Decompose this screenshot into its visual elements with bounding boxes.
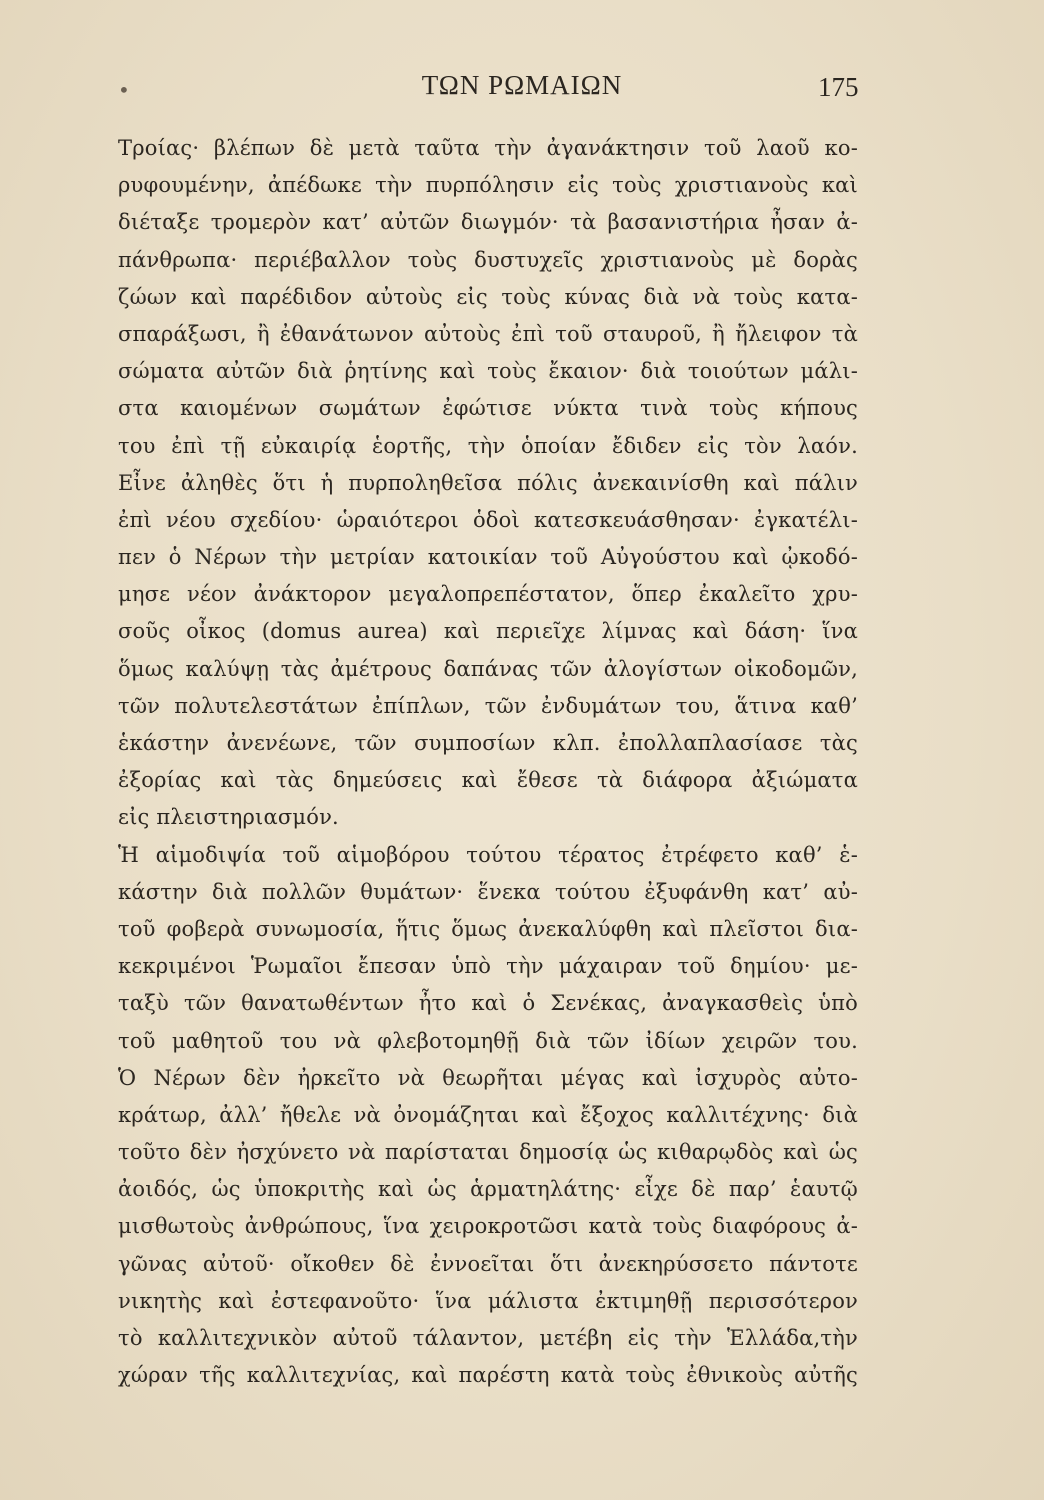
body-text [118,130,858,1394]
text-line: διέταξε τρομερὸν κατ’ αὐτῶν διωγμόν· τὰ βασανιστήρια ἦσαν ἀ- [118,210,858,235]
text-line: ἀοιδός, ὡς ὑποκριτὴς καὶ ὡς ἁρματηλάτης· εἶχε δὲ παρ’ ἑαυτῷ [118,1177,858,1202]
text-line: κεκριμένοι Ῥωμαῖοι ἔπεσαν ὑπὸ τὴν μάχαιραν τοῦ δημίου· με- [118,954,858,979]
text-line: κράτωρ, ἀλλ’ ἤθελε νὰ ὀνομάζηται καὶ ἔξοχος καλλιτέχνης· διὰ [118,1102,858,1127]
text-line: νικητὴς καὶ ἐστεφανοῦτο· ἵνα μάλιστα ἐκτιμηθῇ περισσότερον [118,1288,858,1313]
text-line: πάνθρωπα· περιέβαλλον τοὺς δυστυχεῖς χριστιανοὺς μὲ δορὰς [118,247,858,272]
text-line: ταξὺ τῶν θανατωθέντων ἦτο καὶ ὁ Σενέκας, ἀναγκασθεὶς ὑπὸ [118,991,858,1016]
text-line: τῶν πολυτελεστάτων ἐπίπλων, τῶν ἐνδυμάτων του, ἅτινα καθ’ [118,693,858,718]
page-header [0,70,1044,110]
text-line: σοῦς οἶκος (domus aurea) καὶ περιεῖχε λίμνας καὶ δάση· ἵνα [118,619,858,644]
text-line: μησε νέον ἀνάκτορον μεγαλοπρεπέστατον, ὅπερ ἐκαλεῖτο χρυ- [118,582,858,607]
text-line: τοῦ φοβερὰ συνωμοσία, ἥτις ὅμως ἀνεκαλύφθη καὶ πλεῖστοι δια- [118,916,858,941]
text-line: ρυφουμένην, ἀπέδωκε τὴν πυρπόλησιν εἰς τοὺς χριστιανοὺς καὶ [118,173,858,198]
text-line: ὅμως καλύψῃ τὰς ἀμέτρους δαπάνας τῶν ἀλογίστων οἰκοδομῶν, [118,656,858,681]
text-line: στα καιομένων σωμάτων ἐφώτισε νύκτα τινὰ τοὺς κήπους [118,396,858,421]
text-line: ζώων καὶ παρέδιδον αὐτοὺς εἰς τοὺς κύνας διὰ νὰ τοὺς κατα- [118,284,858,309]
stray-mark: • [118,78,130,102]
running-title: ΤΩΝ ΡΩΜΑΙΩΝ [421,70,623,100]
text-line: τοῦ μαθητοῦ του νὰ φλεβοτομηθῇ διὰ τῶν ἰδίων χειρῶν του. [118,1028,858,1053]
text-line: γῶνας αὐτοῦ· οἴκοθεν δὲ ἐννοεῖται ὅτι ἀνεκηρύσσετο πάντοτε [118,1251,858,1276]
text-line: σώματα αὐτῶν διὰ ῥητίνης καὶ τοὺς ἔκαιον· διὰ τοιούτων μάλι- [118,359,858,384]
text-line: εἰς πλειστηριασμόν. [118,805,339,830]
text-line: πεν ὁ Νέρων τὴν μετρίαν κατοικίαν τοῦ Αὐγούστου καὶ ᾠκοδό- [118,545,858,570]
text-line: τοῦτο δὲν ἠσχύνετο νὰ παρίσταται δημοσίᾳ ὡς κιθαρῳδὸς καὶ ὡς [118,1140,858,1165]
page-number: 175 [818,72,859,102]
text-line: ἐπὶ νέου σχεδίου· ὡραιότεροι ὁδοὶ κατεσκευάσθησαν· ἐγκατέλι- [118,507,858,532]
text-line: μισθωτοὺς ἀνθρώπους, ἵνα χειροκροτῶσι κατὰ τοὺς διαφόρους ἀ- [118,1214,858,1239]
text-line: Εἶνε ἀληθὲς ὅτι ἡ πυρποληθεῖσα πόλις ἀνεκαινίσθη καὶ πάλιν [118,470,858,495]
text-line: Ὁ Νέρων δὲν ἠρκεῖτο νὰ θεωρῆται μέγας καὶ ἰσχυρὸς αὐτο- [118,1065,858,1090]
text-line: ἐξορίας καὶ τὰς δημεύσεις καὶ ἔθεσε τὰ διάφορα ἀξιώματα [118,768,858,793]
text-line: ἑκάστην ἀνενέωνε, τῶν συμποσίων κλπ. ἐπολλαπλασίασε τὰς [118,731,858,755]
text-line: Ἡ αἱμοδιψία τοῦ αἱμοβόρου τούτου τέρατος ἐτρέφετο καθ’ ἑ- [118,842,858,867]
text-line: τὸ καλλιτεχνικὸν αὐτοῦ τάλαντον, μετέβη εἰς τὴν Ἑλλάδα,τὴν [118,1326,858,1350]
text-line: Τροίας· βλέπων δὲ μετὰ ταῦτα τὴν ἀγανάκτησιν τοῦ λαοῦ κο- [118,136,858,160]
text-line: χώραν τῆς καλλιτεχνίας, καὶ παρέστη κατὰ τοὺς ἐθνικοὺς αὐτῆς [118,1363,858,1388]
text-line: κάστην διὰ πολλῶν θυμάτων· ἕνεκα τούτου ἐξυφάνθη κατ’ αὐ- [118,879,858,904]
text-line: σπαράξωσι, ἢ ἐθανάτωνον αὐτοὺς ἐπὶ τοῦ σταυροῦ, ἢ ἤλειφον τὰ [118,321,858,346]
text-line: του ἐπὶ τῇ εὐκαιρίᾳ ἑορτῆς, τὴν ὁποίαν ἔδιδεν εἰς τὸν λαόν. [118,433,858,458]
